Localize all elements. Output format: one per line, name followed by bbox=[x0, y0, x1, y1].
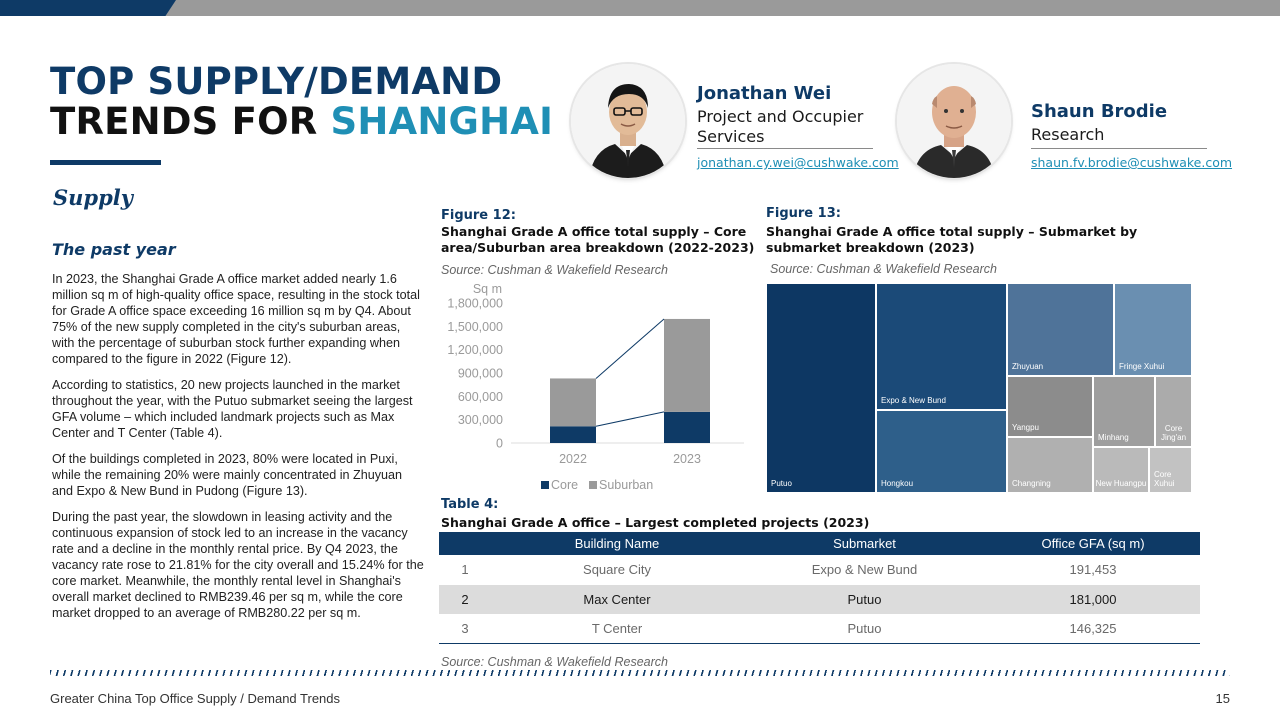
bar-core-2023 bbox=[664, 412, 710, 443]
table-cell: Max Center bbox=[491, 585, 743, 615]
table-cell: 191,453 bbox=[1069, 562, 1117, 578]
legend-swatch-suburban bbox=[589, 481, 597, 489]
y-tick-label: 1,500,000 bbox=[447, 319, 503, 334]
table-header-row bbox=[439, 532, 1200, 555]
treemap-tile-minhang bbox=[1093, 376, 1155, 447]
top-band bbox=[0, 0, 1280, 16]
tile-label: Expo & New Bund bbox=[881, 396, 946, 405]
page-number: 15 bbox=[1215, 691, 1230, 706]
column-header bbox=[439, 532, 491, 555]
table-cell: 181,000 bbox=[986, 585, 1200, 615]
title-line-2-prefix: TRENDS FOR bbox=[50, 100, 331, 143]
figure-13-treemap bbox=[766, 283, 1192, 493]
author-email-link[interactable]: jonathan.cy.wei@cushwake.com bbox=[697, 155, 899, 170]
avatar-jonathan-wei bbox=[571, 64, 685, 178]
y-tick-label: 1,800,000 bbox=[447, 296, 503, 311]
treemap-tile-yangpu bbox=[1007, 376, 1093, 437]
tile-label: Yangpu bbox=[1012, 423, 1039, 432]
treemap-tile-changning bbox=[1007, 437, 1093, 493]
author-divider bbox=[1031, 148, 1207, 149]
tile-label: Core Xuhui bbox=[1154, 470, 1175, 488]
portrait-image bbox=[571, 64, 685, 178]
footer-dashed-divider bbox=[50, 670, 1230, 676]
table-cell: Expo & New Bund bbox=[811, 562, 918, 578]
portrait-image bbox=[897, 64, 1011, 178]
title-line-1: TOP SUPPLY/DEMAND bbox=[50, 60, 503, 103]
treemap-tile-fringe-xuhui bbox=[1114, 283, 1192, 376]
treemap-tile-hongkou bbox=[876, 410, 1007, 493]
y-tick-label: 900,000 bbox=[457, 366, 503, 381]
body-text bbox=[52, 271, 424, 631]
table-cell: 146,325 bbox=[986, 614, 1200, 644]
table-4-title: Shanghai Grade A office – Largest completed projects (2023) bbox=[441, 515, 870, 530]
treemap-tile-core-xuhui bbox=[1149, 447, 1192, 493]
author-divider bbox=[697, 148, 873, 149]
footer-publication-title: Greater China Top Office Supply / Demand Trends bbox=[50, 691, 341, 706]
y-axis-unit: Sq m bbox=[472, 282, 502, 296]
figure-13-source: Source: Cushman & Wakefield Research bbox=[770, 262, 997, 276]
table-cell: 1 bbox=[461, 562, 469, 578]
table-row bbox=[439, 555, 1200, 585]
y-tick-label: 1,200,000 bbox=[447, 343, 503, 358]
avatar-shaun-brodie bbox=[897, 64, 1011, 178]
tile-label: Core Jing'an bbox=[1160, 424, 1187, 442]
table-cell: Putuo bbox=[743, 614, 986, 644]
table-row bbox=[439, 614, 1200, 644]
subsection-heading: The past year bbox=[52, 240, 176, 259]
paragraph: In 2023, the Shanghai Grade A office market added nearly 1.6 million sq m of high-quality office space, resulting in the stock total for Grade A office space exceeding 16 million sq m by Q4. About 75% of the new supply completed in the city's suburban areas, with the percentage of suburban stock further expanding when compared to the figure in 2022 (Figure 12). bbox=[52, 272, 420, 366]
figure-12-source: Source: Cushman & Wakefield Research bbox=[441, 263, 668, 277]
tile-label: Fringe Xuhui bbox=[1119, 362, 1165, 371]
tile-label: Putuo bbox=[771, 479, 792, 488]
treemap-tile-putuo bbox=[766, 283, 876, 493]
column-header: Building Name bbox=[491, 532, 743, 555]
title-underline bbox=[50, 160, 161, 165]
treemap-tile-zhuyuan bbox=[1007, 283, 1114, 376]
author-role: Research bbox=[1031, 125, 1105, 144]
tile-label: Changning bbox=[1012, 479, 1051, 488]
table-cell: T Center bbox=[491, 614, 743, 644]
figure-12-title: Shanghai Grade A office total supply – Core area/Suburban area breakdown (2022-2023) bbox=[441, 224, 755, 255]
tile-label: New Huangpu bbox=[1095, 479, 1147, 488]
legend-label-core: Core bbox=[551, 478, 579, 492]
x-tick-label: 2023 bbox=[673, 452, 701, 466]
title-line-2-city: SHANGHAI bbox=[330, 100, 554, 143]
treemap-tile-expo-new-bund bbox=[876, 283, 1007, 410]
author-name: Shaun Brodie bbox=[1031, 101, 1168, 122]
top-accent-band bbox=[0, 0, 176, 16]
core-connector-line bbox=[596, 412, 664, 426]
table-row bbox=[439, 585, 1200, 615]
bar-core-2022 bbox=[550, 426, 596, 443]
figure-12-label: Figure 12: bbox=[441, 208, 516, 223]
column-header: Office GFA (sq m) bbox=[986, 532, 1200, 555]
tile-label: Hongkou bbox=[881, 479, 914, 488]
x-tick-label: 2022 bbox=[559, 452, 587, 466]
table-cell: Square City bbox=[583, 562, 651, 578]
bar-suburban-2022 bbox=[550, 378, 596, 426]
author-name: Jonathan Wei bbox=[697, 83, 832, 104]
table-cell: 3 bbox=[439, 614, 491, 644]
tile-label: Minhang bbox=[1098, 433, 1129, 442]
bar-suburban-2023 bbox=[664, 319, 710, 412]
figure-12-chart bbox=[436, 278, 756, 498]
legend-swatch-core bbox=[541, 481, 549, 489]
paragraph: During the past year, the slowdown in leasing activity and the continuous expansion of stock led to an increase in the vacancy rate and a decline in the monthly rental price. By Q4 2023, the vacancy rate rose to 21.81% for the city overall and 15.24% for the core market. Meanwhile, the monthly rental level in Shanghai's overall market declined to RMB239.46 per sq m, while the core market dropped to an average of RMB280.22 per sq m. bbox=[52, 510, 424, 620]
page-title bbox=[50, 62, 553, 142]
column-header: Submarket bbox=[743, 532, 986, 555]
figure-13-label: Figure 13: bbox=[766, 206, 841, 221]
paragraph: According to statistics, 20 new projects launched in the market throughout the year, with the Putuo submarket seeing the largest GFA volume – which included landmark projects such as Max Center and T Center (Table 4). bbox=[52, 378, 413, 440]
y-tick-label: 0 bbox=[496, 436, 503, 451]
paragraph: Of the buildings completed in 2023, 80% were located in Puxi, while the remaining 20% were mainly concentrated in Zhuyuan and Expo & New Bund in Pudong (Figure 13). bbox=[52, 452, 403, 498]
figure-13-title: Shanghai Grade A office total supply – Submarket by submarket breakdown (2023) bbox=[766, 224, 1138, 255]
tile-label: Zhuyuan bbox=[1012, 362, 1044, 371]
section-heading: Supply bbox=[53, 185, 133, 210]
total-connector-line bbox=[596, 319, 664, 379]
y-tick-label: 300,000 bbox=[457, 413, 503, 428]
table-4-source: Source: Cushman & Wakefield Research bbox=[441, 655, 668, 669]
legend-label-suburban: Suburban bbox=[599, 478, 654, 492]
table-4-label: Table 4: bbox=[441, 497, 499, 512]
treemap-tile-core-jingan bbox=[1155, 376, 1192, 447]
author-email-link[interactable]: shaun.fv.brodie@cushwake.com bbox=[1031, 155, 1233, 170]
table-cell: 2 bbox=[439, 585, 491, 615]
author-role: Project and Occupier Services bbox=[697, 107, 864, 146]
largest-projects-table bbox=[439, 532, 1200, 644]
treemap-tile-new-huangpu bbox=[1093, 447, 1149, 493]
y-tick-label: 600,000 bbox=[457, 389, 503, 404]
table-cell: Putuo bbox=[743, 585, 986, 615]
